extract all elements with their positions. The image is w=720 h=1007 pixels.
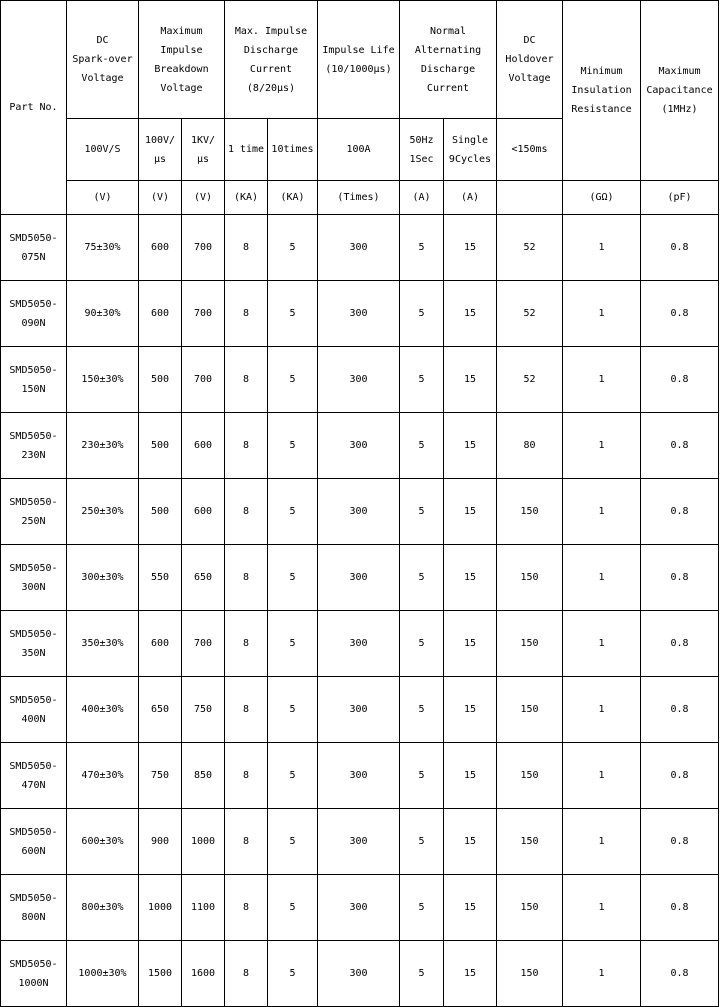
cell-value: 650 — [139, 677, 182, 743]
cell-value: 0.8 — [641, 545, 719, 611]
subheader-50hz-1sec: 50Hz 1Sec — [400, 119, 444, 181]
cell-value: 300 — [318, 281, 400, 347]
cell-value: 1 — [563, 545, 641, 611]
table-row — [1, 347, 719, 413]
cell-value: 15 — [444, 215, 497, 281]
cell-value: 600 — [139, 215, 182, 281]
subheader-under-150ms: <150ms — [497, 119, 563, 181]
cell-value: 5 — [400, 809, 444, 875]
cell-value: 5 — [268, 347, 318, 413]
table-row — [1, 875, 719, 941]
cell-value: 300 — [318, 479, 400, 545]
subheader-1kv-us: 1KV/ μs — [182, 119, 225, 181]
cell-value: 15 — [444, 611, 497, 677]
cell-value: 8 — [225, 545, 268, 611]
header-unit-row — [1, 181, 719, 215]
cell-value: 8 — [225, 479, 268, 545]
table-row — [1, 215, 719, 281]
cell-value: 1 — [563, 611, 641, 677]
cell-value: 0.8 — [641, 347, 719, 413]
cell-value: 1 — [563, 413, 641, 479]
cell-value: 600±30% — [67, 809, 139, 875]
unit-cell: (V) — [139, 181, 182, 215]
header-max-impulse-discharge-current: Max. Impulse Discharge Current (8/20μs) — [225, 1, 318, 119]
cell-value: 5 — [268, 281, 318, 347]
cell-value: 1 — [563, 941, 641, 1007]
cell-value: 0.8 — [641, 479, 719, 545]
cell-value: 150 — [497, 677, 563, 743]
cell-part-no: SMD5050- 075N — [1, 215, 67, 281]
cell-value: 52 — [497, 281, 563, 347]
cell-value: 5 — [400, 215, 444, 281]
table-body — [1, 215, 719, 1007]
unit-cell: (pF) — [641, 181, 719, 215]
cell-value: 5 — [400, 479, 444, 545]
cell-value: 600 — [139, 281, 182, 347]
cell-value: 15 — [444, 545, 497, 611]
table-header — [1, 1, 719, 215]
cell-value: 800±30% — [67, 875, 139, 941]
cell-value: 75±30% — [67, 215, 139, 281]
cell-part-no: SMD5050- 600N — [1, 809, 67, 875]
header-minimum-insulation-resistance: Minimum Insulation Resistance — [563, 1, 641, 181]
cell-value: 8 — [225, 941, 268, 1007]
cell-value: 8 — [225, 215, 268, 281]
cell-value: 5 — [268, 875, 318, 941]
cell-value: 15 — [444, 941, 497, 1007]
cell-value: 0.8 — [641, 677, 719, 743]
cell-value: 0.8 — [641, 611, 719, 677]
cell-value: 5 — [400, 677, 444, 743]
cell-value: 5 — [268, 479, 318, 545]
cell-value: 0.8 — [641, 413, 719, 479]
cell-value: 500 — [139, 347, 182, 413]
cell-value: 650 — [182, 545, 225, 611]
subheader-10-times: 10times — [268, 119, 318, 181]
cell-value: 5 — [268, 941, 318, 1007]
unit-cell: (V) — [182, 181, 225, 215]
table-row — [1, 611, 719, 677]
header-maximum-capacitance: Maximum Capacitance (1MHz) — [641, 1, 719, 181]
unit-cell: (V) — [67, 181, 139, 215]
cell-value: 8 — [225, 677, 268, 743]
cell-value: 5 — [268, 413, 318, 479]
cell-value: 0.8 — [641, 875, 719, 941]
header-max-impulse-breakdown-voltage: Maximum Impulse Breakdown Voltage — [139, 1, 225, 119]
unit-cell: (Times) — [318, 181, 400, 215]
header-impulse-life: Impulse Life (10/1000μs) — [318, 1, 400, 119]
cell-value: 5 — [400, 413, 444, 479]
cell-value: 1 — [563, 743, 641, 809]
cell-value: 5 — [268, 611, 318, 677]
cell-value: 150 — [497, 545, 563, 611]
cell-value: 15 — [444, 281, 497, 347]
cell-value: 5 — [400, 875, 444, 941]
table-row — [1, 413, 719, 479]
cell-value: 5 — [400, 347, 444, 413]
cell-value: 300 — [318, 413, 400, 479]
cell-value: 300 — [318, 677, 400, 743]
cell-value: 300 — [318, 743, 400, 809]
cell-value: 600 — [139, 611, 182, 677]
cell-part-no: SMD5050- 150N — [1, 347, 67, 413]
cell-part-no: SMD5050- 250N — [1, 479, 67, 545]
cell-value: 1000 — [182, 809, 225, 875]
cell-part-no: SMD5050- 300N — [1, 545, 67, 611]
cell-value: 1600 — [182, 941, 225, 1007]
cell-value: 1 — [563, 281, 641, 347]
cell-value: 300 — [318, 611, 400, 677]
cell-value: 850 — [182, 743, 225, 809]
cell-value: 300 — [318, 809, 400, 875]
cell-value: 80 — [497, 413, 563, 479]
cell-value: 600 — [182, 479, 225, 545]
cell-part-no: SMD5050- 230N — [1, 413, 67, 479]
cell-value: 8 — [225, 875, 268, 941]
unit-cell: (KA) — [268, 181, 318, 215]
cell-value: 700 — [182, 611, 225, 677]
cell-value: 750 — [182, 677, 225, 743]
cell-value: 700 — [182, 215, 225, 281]
cell-value: 15 — [444, 347, 497, 413]
cell-value: 15 — [444, 677, 497, 743]
table-row — [1, 677, 719, 743]
subheader-single-9cycles: Single 9Cycles — [444, 119, 497, 181]
cell-value: 5 — [268, 677, 318, 743]
cell-value: 5 — [400, 941, 444, 1007]
cell-value: 250±30% — [67, 479, 139, 545]
cell-value: 15 — [444, 809, 497, 875]
cell-part-no: SMD5050- 1000N — [1, 941, 67, 1007]
unit-cell: (GΩ) — [563, 181, 641, 215]
cell-value: 900 — [139, 809, 182, 875]
cell-value: 0.8 — [641, 743, 719, 809]
cell-value: 400±30% — [67, 677, 139, 743]
cell-value: 300 — [318, 941, 400, 1007]
cell-value: 52 — [497, 347, 563, 413]
cell-part-no: SMD5050- 470N — [1, 743, 67, 809]
table-row — [1, 545, 719, 611]
cell-value: 150±30% — [67, 347, 139, 413]
header-normal-alternating-discharge-current: Normal Alternating Discharge Current — [400, 1, 497, 119]
cell-value: 8 — [225, 809, 268, 875]
subheader-100a: 100A — [318, 119, 400, 181]
cell-value: 300 — [318, 215, 400, 281]
cell-value: 90±30% — [67, 281, 139, 347]
cell-value: 600 — [182, 413, 225, 479]
cell-value: 8 — [225, 281, 268, 347]
table-row — [1, 941, 719, 1007]
cell-value: 500 — [139, 479, 182, 545]
cell-value: 5 — [400, 545, 444, 611]
cell-value: 300±30% — [67, 545, 139, 611]
cell-value: 1000±30% — [67, 941, 139, 1007]
cell-value: 5 — [268, 809, 318, 875]
cell-value: 15 — [444, 875, 497, 941]
subheader-100v-s: 100V/S — [67, 119, 139, 181]
cell-part-no: SMD5050- 090N — [1, 281, 67, 347]
cell-value: 5 — [400, 611, 444, 677]
unit-cell — [497, 181, 563, 215]
cell-value: 150 — [497, 611, 563, 677]
header-part-no: Part No. — [1, 1, 67, 215]
cell-value: 230±30% — [67, 413, 139, 479]
cell-value: 52 — [497, 215, 563, 281]
cell-value: 1 — [563, 347, 641, 413]
unit-cell: (A) — [444, 181, 497, 215]
header-dc-sparkover-voltage: DC Spark-over Voltage — [67, 1, 139, 119]
header-dc-holdover-voltage: DC Holdover Voltage — [497, 1, 563, 119]
cell-value: 1 — [563, 809, 641, 875]
cell-value: 300 — [318, 875, 400, 941]
table-row — [1, 479, 719, 545]
cell-value: 1 — [563, 215, 641, 281]
cell-value: 150 — [497, 479, 563, 545]
cell-value: 1500 — [139, 941, 182, 1007]
unit-cell: (A) — [400, 181, 444, 215]
cell-value: 0.8 — [641, 281, 719, 347]
subheader-1-time: 1 time — [225, 119, 268, 181]
cell-value: 700 — [182, 347, 225, 413]
cell-value: 1 — [563, 479, 641, 545]
cell-value: 150 — [497, 941, 563, 1007]
cell-value: 470±30% — [67, 743, 139, 809]
cell-value: 350±30% — [67, 611, 139, 677]
subheader-100v-us: 100V/ μs — [139, 119, 182, 181]
cell-value: 300 — [318, 347, 400, 413]
cell-value: 0.8 — [641, 809, 719, 875]
cell-part-no: SMD5050- 350N — [1, 611, 67, 677]
cell-value: 8 — [225, 347, 268, 413]
cell-value: 5 — [400, 743, 444, 809]
cell-value: 150 — [497, 743, 563, 809]
cell-value: 150 — [497, 875, 563, 941]
cell-value: 15 — [444, 413, 497, 479]
cell-value: 0.8 — [641, 215, 719, 281]
cell-value: 8 — [225, 743, 268, 809]
cell-value: 15 — [444, 743, 497, 809]
cell-value: 550 — [139, 545, 182, 611]
cell-value: 15 — [444, 479, 497, 545]
cell-value: 8 — [225, 413, 268, 479]
cell-value: 750 — [139, 743, 182, 809]
cell-value: 5 — [400, 281, 444, 347]
cell-part-no: SMD5050- 400N — [1, 677, 67, 743]
cell-value: 700 — [182, 281, 225, 347]
table-row — [1, 809, 719, 875]
header-group-row — [1, 1, 719, 119]
cell-value: 5 — [268, 545, 318, 611]
cell-value: 1100 — [182, 875, 225, 941]
cell-value: 300 — [318, 545, 400, 611]
cell-value: 5 — [268, 743, 318, 809]
cell-value: 1 — [563, 677, 641, 743]
cell-value: 0.8 — [641, 941, 719, 1007]
cell-value: 150 — [497, 809, 563, 875]
cell-value: 5 — [268, 215, 318, 281]
table-row — [1, 281, 719, 347]
cell-part-no: SMD5050- 800N — [1, 875, 67, 941]
table-row — [1, 743, 719, 809]
unit-cell: (KA) — [225, 181, 268, 215]
cell-value: 8 — [225, 611, 268, 677]
cell-value: 1 — [563, 875, 641, 941]
cell-value: 1000 — [139, 875, 182, 941]
cell-value: 500 — [139, 413, 182, 479]
